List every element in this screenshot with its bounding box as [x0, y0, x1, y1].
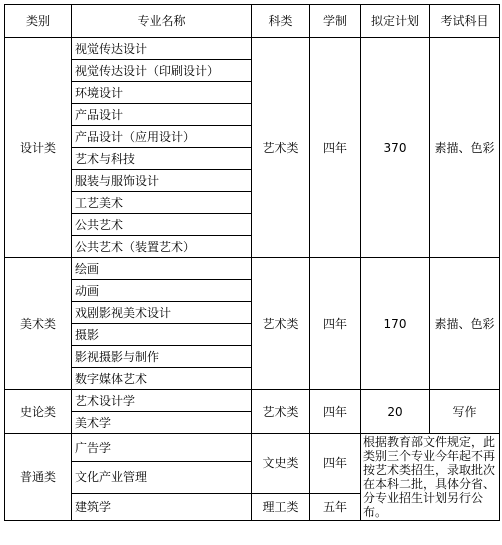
subject-type-cell: 艺术类 [252, 390, 310, 434]
major-cell: 视觉传达设计（印刷设计） [72, 60, 252, 82]
exam-cell: 素描、色彩 [430, 38, 500, 258]
category-cell: 普通类 [5, 434, 72, 521]
major-cell: 环境设计 [72, 82, 252, 104]
plan-cell: 20 [361, 390, 430, 434]
exam-cell: 素描、色彩 [430, 258, 500, 390]
major-cell: 工艺美术 [72, 192, 252, 214]
duration-cell: 四年 [310, 38, 361, 258]
category-cell: 史论类 [5, 390, 72, 434]
major-cell: 艺术与科技 [72, 148, 252, 170]
major-cell: 美术学 [72, 412, 252, 434]
header-row [5, 5, 500, 38]
duration-cell: 四年 [310, 434, 361, 494]
major-cell: 产品设计 [72, 104, 252, 126]
enrollment-plan-table [4, 4, 500, 521]
major-cell: 影视摄影与制作 [72, 346, 252, 368]
major-cell: 绘画 [72, 258, 252, 280]
table-row [5, 38, 500, 60]
category-cell: 美术类 [5, 258, 72, 390]
major-cell: 艺术设计学 [72, 390, 252, 412]
plan-cell: 370 [361, 38, 430, 258]
admission-note: 根据教育部文件规定，此类别三个专业今年起不再按艺术类招生，录取批次在本科二批，具体分省、分专业招生计划另行公布。 [361, 434, 500, 521]
major-cell: 公共艺术 [72, 214, 252, 236]
major-cell: 服装与服饰设计 [72, 170, 252, 192]
major-cell: 动画 [72, 280, 252, 302]
header-category: 类别 [5, 5, 72, 38]
subject-type-cell: 艺术类 [252, 258, 310, 390]
major-cell: 戏剧影视美术设计 [72, 302, 252, 324]
major-cell: 摄影 [72, 324, 252, 346]
header-subject-type: 科类 [252, 5, 310, 38]
header-duration: 学制 [310, 5, 361, 38]
table-row [5, 434, 500, 462]
major-cell: 数字媒体艺术 [72, 368, 252, 390]
header-plan: 拟定计划 [361, 5, 430, 38]
major-cell: 公共艺术（装置艺术） [72, 236, 252, 258]
header-exam: 考试科目 [430, 5, 500, 38]
table-row [5, 258, 500, 280]
duration-cell: 四年 [310, 390, 361, 434]
major-cell: 文化产业管理 [72, 462, 252, 493]
subject-type-cell: 文史类 [252, 434, 310, 494]
duration-cell: 四年 [310, 258, 361, 390]
subject-type-cell: 理工类 [252, 493, 310, 520]
duration-cell: 五年 [310, 493, 361, 520]
plan-cell: 170 [361, 258, 430, 390]
major-cell: 视觉传达设计 [72, 38, 252, 60]
major-cell: 产品设计（应用设计） [72, 126, 252, 148]
header-major-name: 专业名称 [72, 5, 252, 38]
subject-type-cell: 艺术类 [252, 38, 310, 258]
table-row [5, 390, 500, 412]
major-cell: 广告学 [72, 434, 252, 462]
major-cell: 建筑学 [72, 493, 252, 520]
category-cell: 设计类 [5, 38, 72, 258]
exam-cell: 写作 [430, 390, 500, 434]
